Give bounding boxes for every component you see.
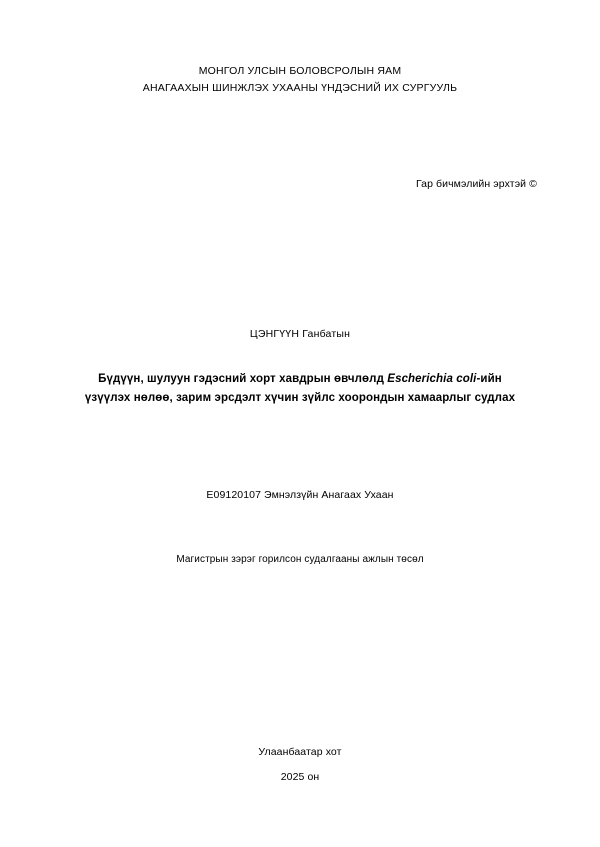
- document-type: Магистрын зэрэг горилсон судалгааны ажлын төсөл: [176, 554, 424, 565]
- copyright-notice: Гар бичмэлийн эрхтэй ©: [415, 178, 537, 190]
- institution-header: [0, 63, 600, 97]
- thesis-title: [75, 370, 525, 408]
- author-name: ЦЭНГҮҮН Ганбатын: [249, 328, 351, 340]
- program-code-and-name: E09120107 Эмнэлзүйн Анагаах Ухаан: [206, 489, 394, 501]
- year-line: 2025 он: [280, 771, 320, 783]
- title-part-one: Бүдүүн, шулуун гэдэсний хорт хавдрын өвчлөлд: [98, 373, 388, 385]
- city-line: Улаанбаатар хот: [258, 746, 342, 758]
- publication-footer: [0, 740, 600, 790]
- ministry-line: МОНГОЛ УЛСЫН БОЛОВСРОЛЫН ЯАМ: [198, 65, 402, 77]
- title-part-two: -ийн үзүүлэх нөлөө, зарим эрсдэлт хүчин зүйлс хоорондын хамаарлыг судлах: [84, 373, 516, 404]
- title-species-genus: Escherichia: [387, 373, 453, 385]
- university-line: АНАГААХЫН ШИНЖЛЭХ УХААНЫ ҮНДЭСНИЙ ИХ СУРГУУЛЬ: [142, 82, 458, 94]
- title-species-epithet: coli: [456, 373, 477, 385]
